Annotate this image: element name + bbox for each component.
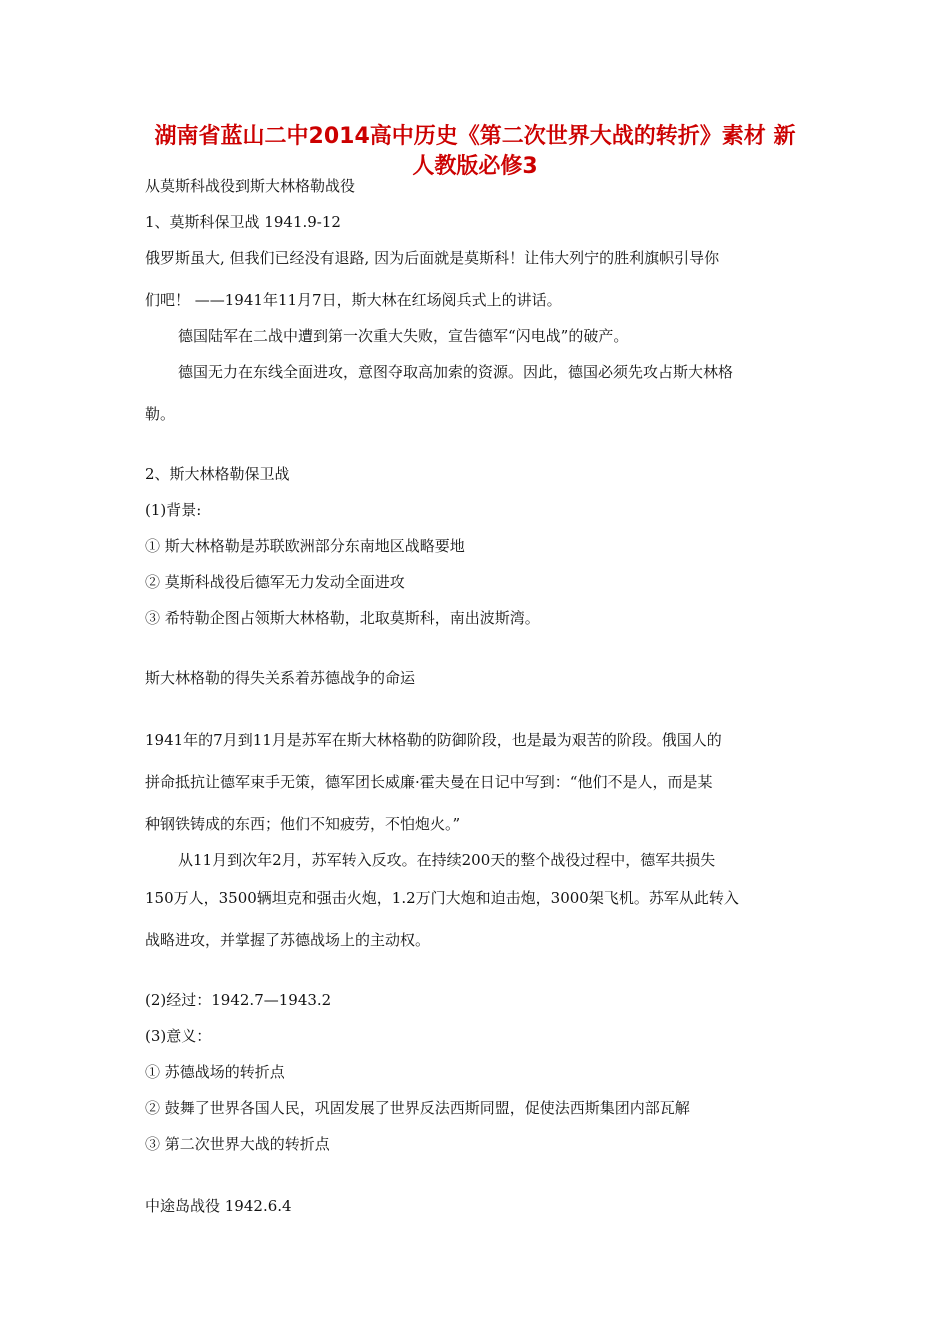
list-heading: (1)背景: <box>145 501 202 519</box>
list-item: ③ 第二次世界大战的转折点 <box>145 1135 330 1153</box>
list-item: ① 斯大林格勒是苏联欧洲部分东南地区战略要地 <box>145 537 465 555</box>
paragraph-line: 1941年的7月到11月是苏军在斯大林格勒的防御阶段，也是最为艰苦的阶段。俄国人的 <box>145 731 722 749</box>
paragraph-line: 德国无力在东线全面进攻，意图夺取高加索的资源。因此，德国必须先攻占斯大林格 <box>178 363 734 381</box>
list-item: ② 鼓舞了世界各国人民，巩固发展了世界反法西斯同盟，促使法西斯集团内部瓦解 <box>145 1099 690 1117</box>
document-title-line-1: 湖南省蓝山二中2014高中历史《第二次世界大战的转折》素材 新 <box>154 124 796 149</box>
list-heading: (3)意义： <box>145 1027 212 1045</box>
list-item: ① 苏德战场的转折点 <box>145 1063 285 1081</box>
list-item: ② 莫斯科战役后德军无力发动全面进攻 <box>145 573 405 591</box>
paragraph-line: 斯大林格勒的得失关系着苏德战争的命运 <box>145 669 416 687</box>
list-item: ③ 希特勒企图占领斯大林格勒，北取莫斯科，南出波斯湾。 <box>145 609 540 627</box>
subsection-heading-midway: 中途岛战役 1942.6.4 <box>145 1197 292 1215</box>
paragraph-line: 150万人，3500辆坦克和强击火炮，1.2万门大炮和迫击炮，3000架飞机。苏军从此转入 <box>145 889 739 907</box>
list-heading: (2)经过：1942.7—1943.2 <box>145 991 332 1009</box>
document-title-line-2: 人教版必修3 <box>412 154 538 179</box>
paragraph-line: 们吧！ ——1941年11月7日，斯大林在红场阅兵式上的讲话。 <box>145 291 562 309</box>
paragraph-line: 俄罗斯虽大, 但我们已经没有退路, 因为后面就是莫斯科！让伟大列宁的胜利旗帜引导你 <box>145 249 720 267</box>
paragraph-line: 种钢铁铸成的东西；他们不知疲劳，不怕炮火。” <box>145 815 461 833</box>
subsection-heading-stalingrad: 2、斯大林格勒保卫战 <box>145 465 290 483</box>
section-heading: 从莫斯科战役到斯大林格勒战役 <box>145 177 356 195</box>
paragraph-line: 勒。 <box>145 405 176 423</box>
paragraph-line: 德国陆军在二战中遭到第一次重大失败，宣告德军“闪电战”的破产。 <box>178 327 629 345</box>
subsection-heading-moscow: 1、莫斯科保卫战 1941.9-12 <box>145 213 341 231</box>
paragraph-line: 从11月到次年2月，苏军转入反攻。在持续200天的整个战役过程中，德军共损失 <box>178 851 716 869</box>
paragraph-line: 战略进攻，并掌握了苏德战场上的主动权。 <box>145 931 431 949</box>
paragraph-line: 拼命抵抗让德军束手无策，德军团长威廉·霍夫曼在日记中写到：“他们不是人，而是某 <box>145 773 713 791</box>
